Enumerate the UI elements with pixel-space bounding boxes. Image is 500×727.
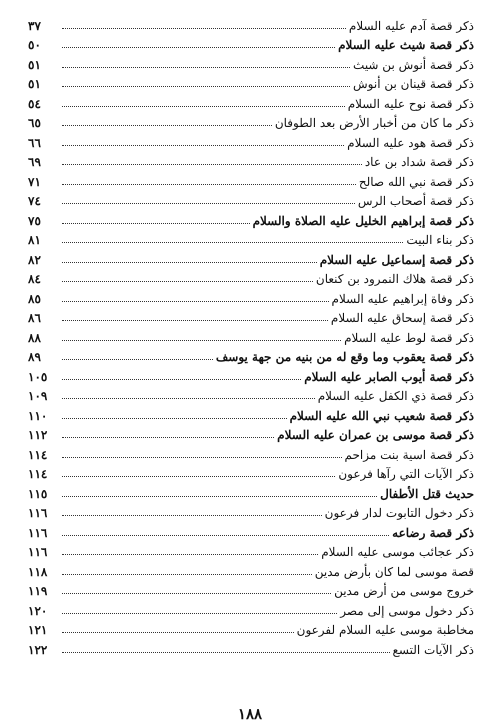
toc-entry (28, 324, 474, 344)
toc-entry-page: ٨٤ (28, 272, 41, 286)
toc-entry (28, 363, 474, 383)
toc-entry-page: ٧٤ (28, 194, 41, 208)
toc-entry-title: ذكر قصة آدم عليه السلام (348, 18, 474, 33)
toc-entry (28, 168, 474, 188)
dot-leader (62, 164, 362, 165)
dot-leader (62, 281, 313, 282)
toc-entry-page: ٦٩ (28, 155, 41, 169)
dot-leader (62, 632, 294, 633)
toc-entry-title: ذكر قصة هلاك النمرود بن كنعان (315, 272, 474, 286)
toc-entry (28, 539, 474, 559)
toc-entry-page: ١١٥ (28, 486, 48, 501)
dot-leader (62, 398, 315, 399)
toc-entry (28, 617, 474, 637)
toc-entry-page: ٨٢ (28, 252, 41, 267)
toc-entry-title: ذكر قصة اسية بنت مزاحم (344, 447, 474, 462)
toc-entry-page: ٥٤ (28, 96, 41, 111)
toc-entry (28, 110, 474, 130)
toc-entry (28, 90, 474, 110)
dot-leader (62, 320, 328, 321)
toc-entry-title: مخاطبة موسى عليه السلام لفرعون (296, 623, 474, 637)
dot-leader (62, 496, 377, 497)
toc-entry-page: ٥١ (28, 57, 41, 72)
toc-entry-page: ١٠٥ (28, 369, 48, 384)
toc-entry (28, 558, 474, 578)
toc-entry-page: ٦٥ (28, 116, 41, 130)
dot-leader (62, 28, 346, 29)
toc-entry-page: ٨١ (28, 233, 41, 247)
toc-entry-page: ٨٦ (28, 311, 41, 325)
toc-entry (28, 344, 474, 364)
toc-entry-page: ١١٤ (28, 447, 48, 462)
dot-leader (62, 125, 272, 126)
dot-leader (62, 457, 342, 458)
toc-entry-page: ١٠٩ (28, 389, 48, 403)
toc-entry-title: ذكر ما كان من أخبار الأرض بعد الطوفان (274, 116, 474, 130)
toc-entry-title: ذكر قصة أيوب الصابر عليه السلام (304, 369, 474, 384)
toc-entry (28, 578, 474, 598)
toc-entry (28, 149, 474, 169)
toc-entry-title: ذكر قصة شداد بن عاد (364, 155, 474, 169)
toc-entry-title: ذكر قصة قينان بن أنوش (353, 77, 474, 91)
dot-leader (62, 67, 350, 68)
toc-entry (28, 422, 474, 442)
toc-entry (28, 461, 474, 481)
toc-entry-page: ٣٧ (28, 18, 41, 33)
toc-entry-title: ذكر دخول التابوت لدار فرعون (324, 506, 474, 520)
toc-entry-title: ذكر قصة إسماعيل عليه السلام (319, 252, 474, 267)
dot-leader (62, 359, 213, 360)
dot-leader (62, 554, 318, 555)
toc-entry-page: ١١٤ (28, 467, 48, 481)
toc-entry-page: ٥٠ (28, 38, 41, 52)
toc-entry-page: ٦٦ (28, 135, 41, 150)
toc-entry-title: ذكر قصة نوح عليه السلام (347, 96, 474, 111)
toc-entry (28, 246, 474, 266)
toc-entry-page: ٥١ (28, 77, 41, 91)
toc-entry-page: ١١٠ (28, 408, 48, 423)
toc-entry-page: ١٢٠ (28, 603, 48, 618)
toc-entry-title: ذكر قصة ذي الكفل عليه السلام (317, 389, 474, 403)
dot-leader (62, 203, 355, 204)
toc-entry-page: ١٢١ (28, 623, 48, 637)
toc-entry-page: ١١٦ (28, 506, 48, 520)
toc-entry-title: ذكر قصة أصحاب الرس (357, 194, 474, 208)
toc-entry-title: ذكر قصة هود عليه السلام (347, 135, 474, 150)
toc-entry-page: ٧٥ (28, 213, 41, 228)
dot-leader (62, 652, 390, 653)
toc-entry-page: ٨٥ (28, 291, 41, 306)
dot-leader (62, 184, 356, 185)
dot-leader (62, 437, 274, 438)
toc-entry-title: ذكر الآيات التسع (392, 642, 474, 657)
toc-entry (28, 207, 474, 227)
dot-leader (62, 340, 341, 341)
toc-entry-page: ٨٨ (28, 330, 41, 345)
toc-entry-title: ذكر دخول موسى إلى مصر (340, 603, 474, 618)
dot-leader (62, 476, 335, 477)
toc-entry (28, 129, 474, 149)
dot-leader (62, 535, 389, 536)
toc-entry-title: ذكر قصة شعيب نبي الله عليه السلام (289, 408, 474, 423)
toc-entry (28, 227, 474, 247)
toc-entry (28, 71, 474, 91)
dot-leader (62, 593, 331, 594)
toc-entry (28, 51, 474, 71)
toc-entry-title: ذكر قصة إبراهيم الخليل عليه الصلاة والسلام (252, 213, 474, 228)
toc-entry-title: قصة موسى لما كان بأرض مدين (314, 564, 474, 579)
toc-entry-title: ذكر قصة إسحاق عليه السلام (330, 311, 474, 325)
toc-entry (28, 597, 474, 617)
toc-entry-title: ذكر قصة أنوش بن شيث (353, 57, 474, 72)
dot-leader (62, 613, 337, 614)
dot-leader (62, 86, 350, 87)
dot-leader (62, 262, 317, 263)
page-number: ١٨٨ (237, 705, 263, 723)
toc-entry-page: ١١٦ (28, 545, 48, 559)
toc-entry-title: ذكر قصة نبي الله صالح (358, 174, 474, 189)
toc-entry-title: خروج موسى من أرض مدين (334, 584, 474, 598)
toc-entry-page: ١١٨ (28, 564, 48, 579)
toc-entry-page: ٨٩ (28, 350, 41, 364)
toc-entry-title: حديث قتل الأطفال (380, 486, 474, 501)
toc-entry-title: ذكر قصة شيث عليه السلام (338, 38, 474, 52)
toc-entry (28, 285, 474, 305)
dot-leader (62, 223, 250, 224)
toc-entry-page: ٧١ (28, 174, 41, 189)
dot-leader (62, 418, 287, 419)
toc-entry-page: ١١٦ (28, 525, 48, 540)
toc-entry (28, 12, 474, 32)
toc-entry-title: ذكر عجائب موسى عليه السلام (321, 545, 474, 559)
toc-entry-title: ذكر قصة رضاعه (392, 525, 474, 540)
toc-entry (28, 266, 474, 286)
dot-leader (62, 145, 344, 146)
toc-entry (28, 519, 474, 539)
dot-leader (62, 47, 335, 48)
dot-leader (62, 301, 329, 302)
toc-entry (28, 441, 474, 461)
toc-entry (28, 305, 474, 325)
dot-leader (62, 106, 345, 107)
table-of-contents (28, 12, 474, 656)
dot-leader (62, 242, 403, 243)
toc-entry-title: ذكر قصة موسى بن عمران عليه السلام (277, 428, 474, 442)
toc-entry (28, 402, 474, 422)
toc-entry-page: ١٢٢ (28, 642, 48, 657)
dot-leader (62, 574, 312, 575)
toc-entry-title: ذكر وفاة إبراهيم عليه السلام (331, 291, 474, 306)
toc-entry-page: ١١٢ (28, 428, 48, 442)
toc-entry (28, 636, 474, 656)
dot-leader (62, 515, 322, 516)
toc-entry-title: ذكر بناء البيت (406, 233, 474, 247)
toc-entry (28, 480, 474, 500)
toc-entry (28, 32, 474, 52)
toc-entry-title: ذكر الآيات التي رآها فرعون (338, 467, 474, 481)
toc-entry (28, 500, 474, 520)
toc-entry-page: ١١٩ (28, 584, 48, 598)
toc-entry-title: ذكر قصة لوط عليه السلام (344, 330, 474, 345)
dot-leader (62, 379, 301, 380)
toc-entry-title: ذكر قصة يعقوب وما وقع له من بنيه من جهة يوسف (215, 350, 474, 364)
toc-entry (28, 188, 474, 208)
toc-entry (28, 383, 474, 403)
